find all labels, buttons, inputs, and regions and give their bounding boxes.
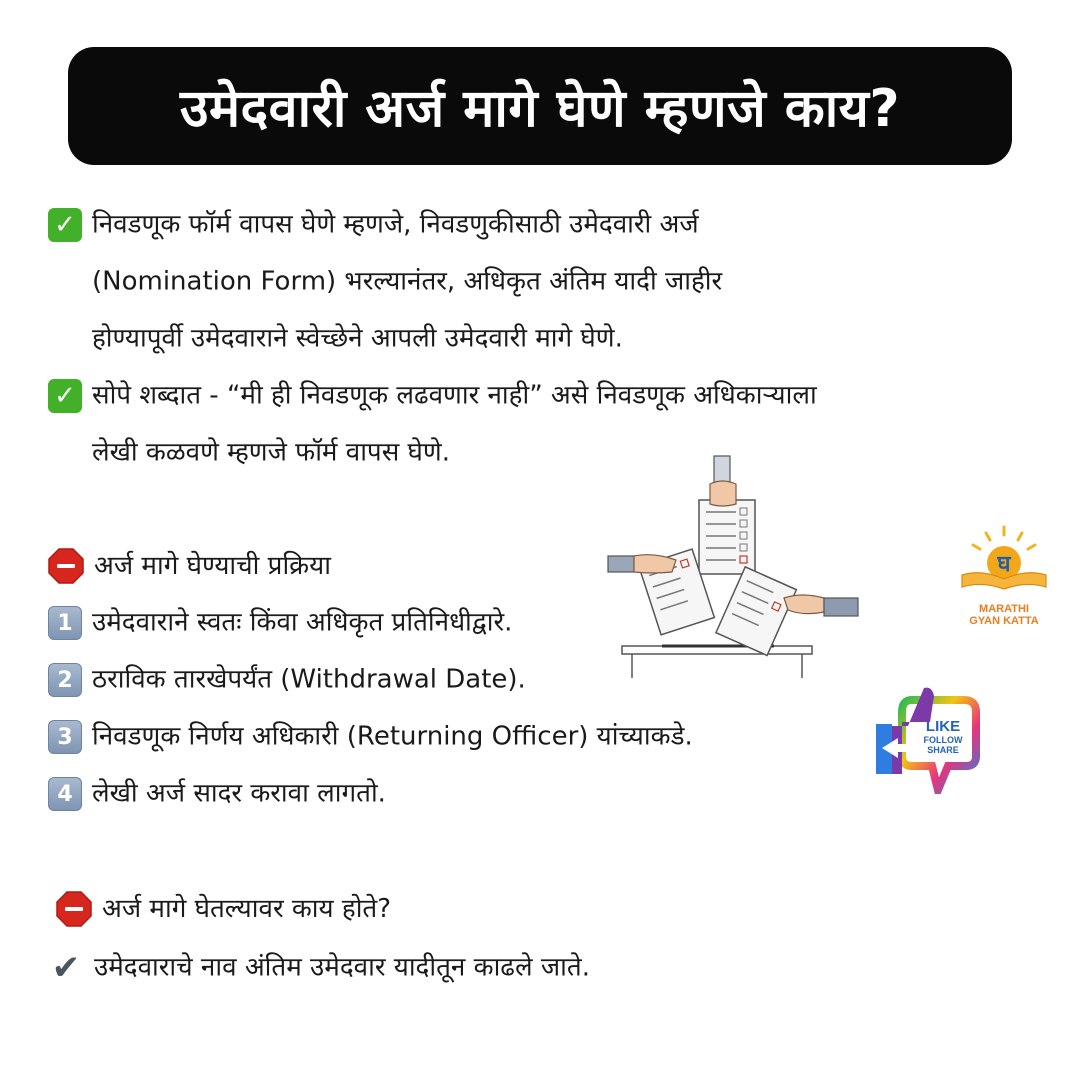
result-point: उमेदवाराचे नाव अंतिम उमेदवार यादीतून काढले जाते. — [94, 952, 590, 983]
process-step-3-text: निवडणूक निर्णय अधिकारी (Returning Officer) यांच्याकडे. — [92, 721, 693, 752]
process-step-2-text: ठराविक तारखेपर्यंत (Withdrawal Date). — [92, 664, 526, 695]
keycap-1-icon: 1 — [48, 606, 82, 640]
result-heading-row — [56, 891, 391, 927]
result-point-row — [48, 947, 590, 988]
intro-point-1 — [48, 207, 699, 242]
follow-label: FOLLOW — [923, 735, 963, 745]
marathi-gyan-katta-logo — [958, 525, 1050, 630]
keycap-4-icon: 4 — [48, 777, 82, 811]
process-step-2 — [48, 662, 526, 697]
share-label: SHARE — [927, 745, 959, 755]
check-mark-button-icon: ✓ — [48, 379, 82, 413]
ballot-box-illustration — [598, 452, 864, 678]
intro-point-2-line-2-row — [92, 435, 450, 470]
check-mark-button-icon: ✓ — [48, 208, 82, 242]
intro-point-2 — [48, 378, 817, 413]
title-banner — [68, 47, 1012, 165]
like-follow-share-badge — [872, 682, 982, 794]
page-title: उमेदवारी अर्ज मागे घेणे म्हणजे काय? — [179, 78, 901, 139]
intro-point-1-line-3-row — [92, 321, 623, 356]
like-label: LIKE — [925, 718, 961, 735]
process-step-4-text: लेखी अर्ज सादर करावा लागतो. — [92, 778, 386, 809]
process-step-4 — [48, 776, 386, 811]
intro-point-1-line-3: होण्यापूर्वी उमेदवाराने स्वेच्छेने आपली उमेदवारी मागे घेणे. — [92, 323, 623, 354]
stop-sign-icon — [48, 548, 84, 584]
check-mark-icon: ✔ — [51, 947, 81, 988]
process-step-3 — [48, 719, 693, 754]
keycap-2-icon: 2 — [48, 663, 82, 697]
keycap-3-icon: 3 — [48, 720, 82, 754]
intro-point-1-line-2-row — [92, 264, 722, 299]
process-step-1 — [48, 605, 512, 640]
process-heading-row — [48, 548, 331, 584]
process-step-1-text: उमेदवाराने स्वतः किंवा अधिकृत प्रतिनिधीद्वारे. — [92, 607, 513, 638]
logo-glyph: घ — [997, 552, 1011, 577]
logo-emblem — [958, 525, 1050, 591]
logo-name-line-1: MARATHI — [979, 603, 1029, 615]
intro-point-2-line-1: सोपे शब्दात - “मी ही निवडणूक लढवणार नाही” असे निवडणूक अधिकाऱ्याला — [92, 380, 817, 411]
result-heading: अर्ज मागे घेतल्यावर काय होते? — [102, 894, 392, 924]
intro-point-2-line-2: लेखी कळवणे म्हणजे फॉर्म वापस घेणे. — [92, 437, 450, 468]
stop-sign-icon — [56, 891, 92, 927]
intro-point-1-line-2: (Nomination Form) भरल्यानंतर, अधिकृत अंतिम यादी जाहीर — [92, 266, 723, 297]
process-heading: अर्ज मागे घेण्याची प्रक्रिया — [94, 551, 331, 581]
intro-point-1-line-1: निवडणूक फॉर्म वापस घेणे म्हणजे, निवडणुकीसाठी उमेदवारी अर्ज — [92, 209, 699, 240]
logo-name-line-2: GYAN KATTA — [969, 615, 1039, 627]
